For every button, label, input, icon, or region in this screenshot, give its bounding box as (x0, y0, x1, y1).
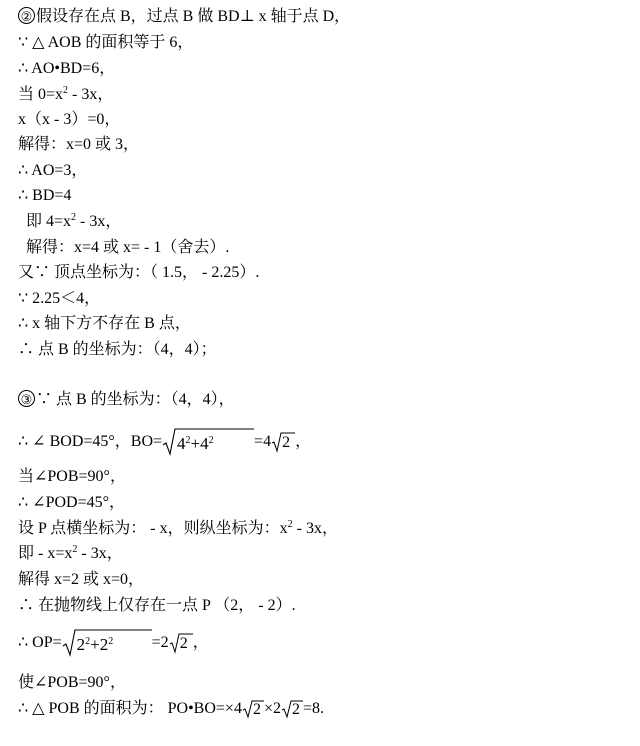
radical-op-content (77, 632, 114, 658)
radicand-b: 2 (99, 635, 109, 655)
circled-number-3: ③ (18, 390, 35, 407)
radicand-a-exponent: 2 (85, 636, 91, 648)
line-10: 解得：x=4 或 x= - 1（舍去）. (26, 239, 230, 256)
radical-2-d-content: 2 (291, 701, 300, 719)
line-6: 解得：x=0 或 3， (18, 136, 140, 153)
radicand-a: 4 (177, 434, 186, 454)
line-13: ∴ x 轴下方不存在 B 点， (18, 315, 191, 332)
radical-op (62, 628, 152, 658)
line-20 (18, 543, 123, 565)
line-4-a: 当 0=x (18, 86, 64, 103)
line-9-b: - 3x， (76, 213, 122, 230)
line-4-b: - 3x， (68, 86, 114, 103)
plus-sign: + (190, 434, 201, 454)
radicand-a-exponent: 2 (185, 435, 191, 447)
line-19-exponent: 2 (287, 519, 293, 530)
line-15-text: ∵ 点 B 的坐标为：（4，4）， (36, 391, 235, 408)
line-4-exponent: 2 (63, 85, 69, 96)
line-16-a: ∴ ∠ BOD=45°，BO= (18, 433, 163, 450)
line-19 (18, 518, 338, 540)
line-1-text: 假设存在点 B，过点 B 做 BD⊥ x 轴于点 D， (36, 8, 351, 25)
circled-number-2: ② (18, 7, 35, 24)
radical-2-c (242, 699, 264, 719)
line-19-a: 设 P 点横坐标为： - x，则纵坐标为：x (18, 520, 288, 537)
line-18: ∴ ∠POD=45°， (18, 494, 126, 511)
line-22: ∴ 在抛物线上仅存在一点 P （2， - 2）. (18, 597, 296, 614)
line-16-eq: =4 (254, 433, 272, 450)
line-4 (18, 84, 113, 106)
line-25-a: ∴ △ POB 的面积为： PO•BO=×4 (18, 700, 242, 717)
line-5: x（x - 3）=0， (18, 111, 121, 128)
line-2: ∵ △ AOB 的面积等于 6， (18, 34, 194, 51)
line-20-a: 即 - x=x (18, 545, 73, 562)
line-20-b: - 3x， (77, 545, 123, 562)
line-7: ∴ AO=3， (18, 162, 88, 179)
radicand-a: 2 (76, 635, 86, 655)
radical-2-a-content: 2 (282, 434, 291, 452)
line-20-exponent: 2 (72, 544, 78, 555)
line-24: 使∠POB=90°， (18, 674, 126, 691)
radical-2-c-content: 2 (252, 701, 261, 719)
line-23 (18, 626, 209, 660)
line-1 (18, 6, 350, 28)
line-25-mid: ×2 (263, 700, 281, 717)
line-9-a: 即 4=x (26, 213, 72, 230)
line-9-exponent: 2 (71, 212, 77, 223)
line-14: ∴ 点 B 的坐标为：（4，4）； (18, 341, 217, 358)
radical-2-b-content: 2 (179, 635, 188, 653)
radicand-b: 4 (200, 434, 209, 454)
plus-sign: + (90, 635, 100, 655)
line-15 (18, 389, 235, 411)
line-23-eq: =2 (151, 634, 169, 651)
line-9 (26, 211, 121, 233)
radical-2-d (281, 699, 303, 719)
radical-2-a (271, 431, 295, 453)
radicand-b-exponent: 2 (208, 435, 214, 447)
line-11: 又∵ 顶点坐标为：（ 1.5， - 2.25）. (18, 264, 260, 281)
line-16-end: ， (295, 433, 312, 450)
line-16 (18, 425, 311, 459)
line-21: 解得 x=2 或 x=0， (18, 571, 145, 588)
radical-2-b (169, 632, 193, 654)
radicand-b-exponent: 2 (108, 636, 114, 648)
radical-bo (162, 427, 254, 457)
line-19-b: - 3x， (292, 520, 338, 537)
line-17: 当∠POB=90°， (18, 468, 126, 485)
line-25 (18, 698, 324, 722)
line-23-a: ∴ OP= (18, 634, 62, 651)
line-8: ∴ BD=4 (18, 187, 72, 204)
line-25-end: =8. (302, 700, 325, 717)
radical-bo-content (177, 431, 214, 457)
line-23-end: ， (192, 634, 209, 651)
line-3: ∴ AO•BD=6， (18, 60, 116, 77)
line-12: ∵ 2.25＜4， (18, 290, 101, 307)
